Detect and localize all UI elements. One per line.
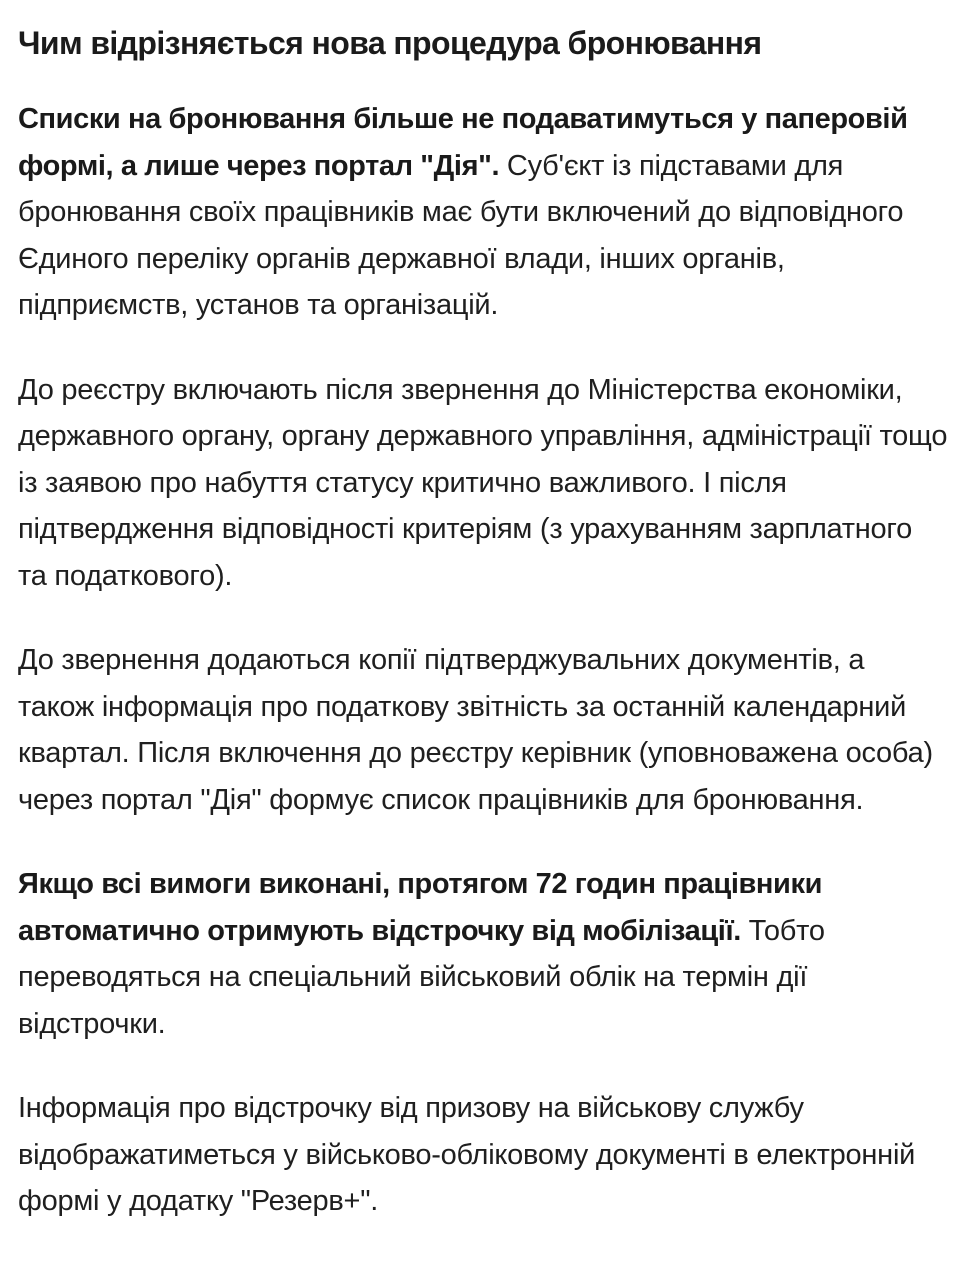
section-heading: Чим відрізняється нова процедура бронювання: [18, 25, 762, 61]
paragraph-highlight: Списки на бронювання більше не подаватимуться у паперовій формі, а лише через портал "Дія".: [18, 103, 908, 182]
paragraph-text: Суб'єкт із підставами для бронювання своїх працівників має бути включений до відповідного Єдиного переліку органів державної влади, інших органів, підприємств, установ та організацій.: [18, 149, 904, 321]
paragraph-text: До звернення додаються копії підтверджувальних документів, а також інформація про податкову звітність за останній календарний квартал. Після включення до реєстру керівник (уповноважена особа) через портал "Дія" формує список працівників для бронювання.: [18, 644, 933, 816]
article: [18, 18, 948, 1263]
paragraph-highlight: Якщо всі вимоги виконані, протягом 72 годин працівники автоматично отримують відстрочку від мобілізації.: [18, 868, 822, 947]
paragraph-text: Тобто переводяться на спеціальний військовий облік на термін дії відстрочки.: [18, 914, 825, 1040]
paragraph-booking-lists: [18, 96, 948, 329]
paragraph-registry-inclusion: [18, 367, 948, 600]
paragraph-deferment: [18, 861, 948, 1047]
paragraph-documents: [18, 637, 948, 823]
paragraph-reserve-app: [18, 1085, 948, 1225]
paragraph-text: Інформація про відстрочку від призову на військову службу відображатиметься у військово-обліковому документі в електронній формі у додатку "Резерв+".: [18, 1092, 916, 1217]
paragraph-text: До реєстру включають після звернення до Міністерства економіки, державного органу, органу державного управління, адміністрації тощо із заявою про набуття статусу критично важливого. І після підтвердження відповідності критеріям (з урахуванням зарплатного та податкового).: [18, 373, 948, 592]
